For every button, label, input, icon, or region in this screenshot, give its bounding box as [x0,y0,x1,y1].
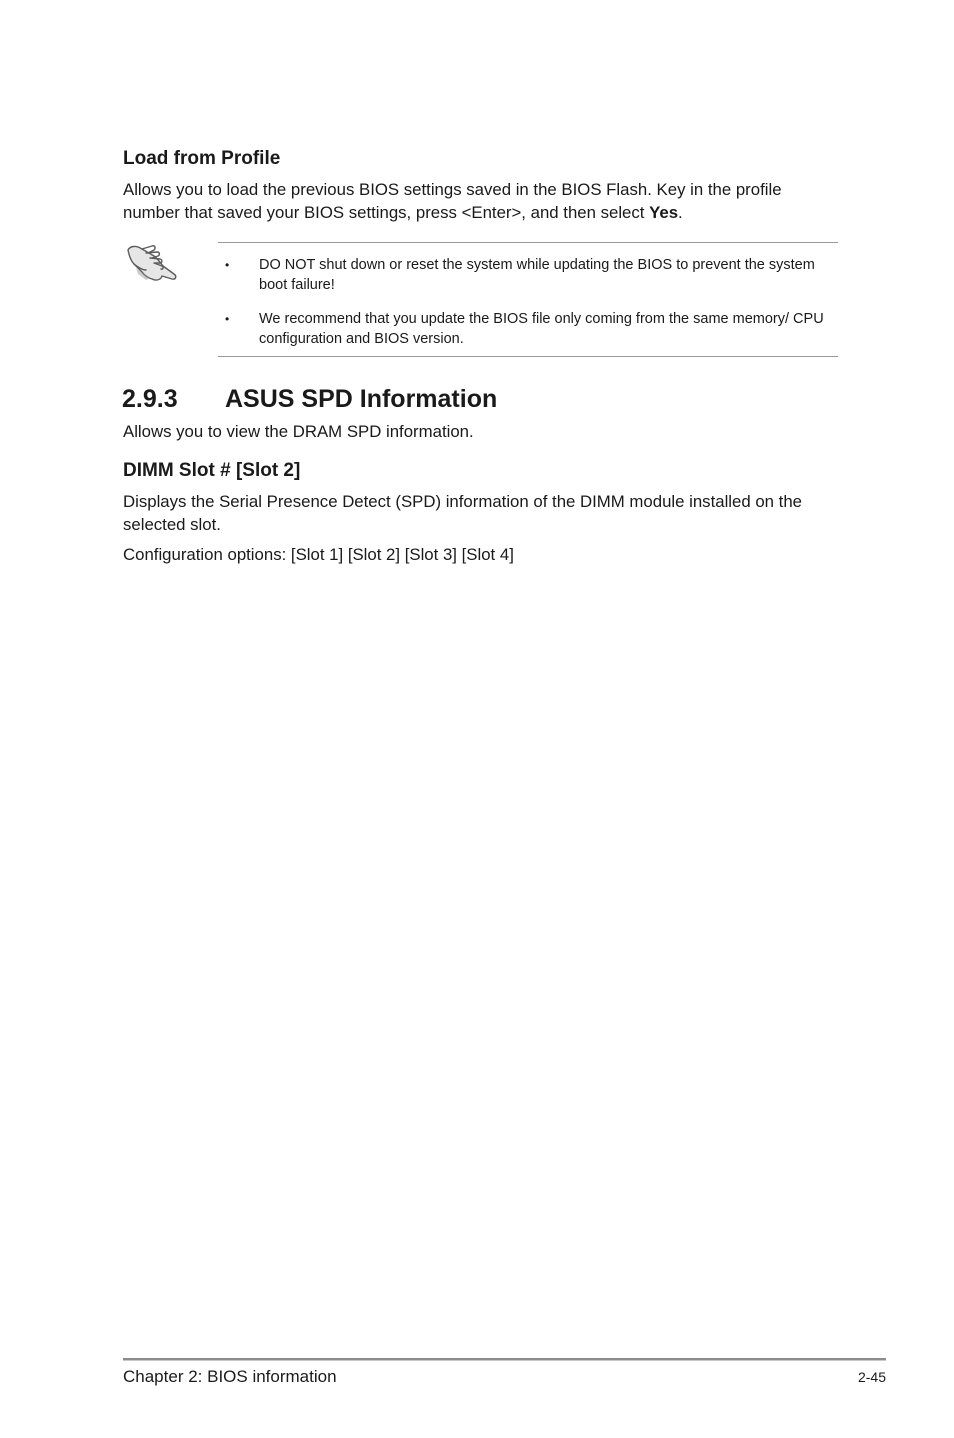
note-bottom-rule [218,356,838,357]
yes-option-text: Yes [649,203,679,222]
note-item-text: DO NOT shut down or reset the system while updating the BIOS to prevent the system boot failure! [259,257,815,293]
section-description: Allows you to view the DRAM SPD information. [123,422,474,441]
section-title-text: ASUS SPD Information [225,385,498,413]
footer-chapter-title: Chapter 2: BIOS information [123,1367,337,1386]
bullet: • [225,312,230,326]
bullet: • [225,258,230,272]
section-title [122,384,497,414]
page-number: 2-45 [857,1369,886,1385]
section-number: 2.9.3 [122,385,178,413]
load-from-profile-description [123,178,823,224]
load-from-profile-description-text: Allows you to load the previous BIOS settings saved in the BIOS Flash. Key in the profile number that saved your BIOS settings, press <Enter>, and then select [123,180,782,222]
note-item-text: We recommend that you update the BIOS file only coming from the same memory/ CPU configuration and BIOS version. [259,311,824,347]
description-end-punctuation: . [678,203,683,222]
footer-rule [123,1358,886,1361]
dimm-slot-heading: DIMM Slot # [Slot 2] [123,460,301,481]
load-from-profile-heading: Load from Profile [123,148,281,169]
dimm-slot-config-options: Configuration options: [Slot 1] [Slot 2] [Slot 3] [Slot 4] [123,545,514,564]
dimm-slot-description: Displays the Serial Presence Detect (SPD) information of the DIMM module installed on the selected slot. [123,492,803,534]
pointing-hand-icon [124,240,182,288]
note-top-rule [218,242,838,243]
